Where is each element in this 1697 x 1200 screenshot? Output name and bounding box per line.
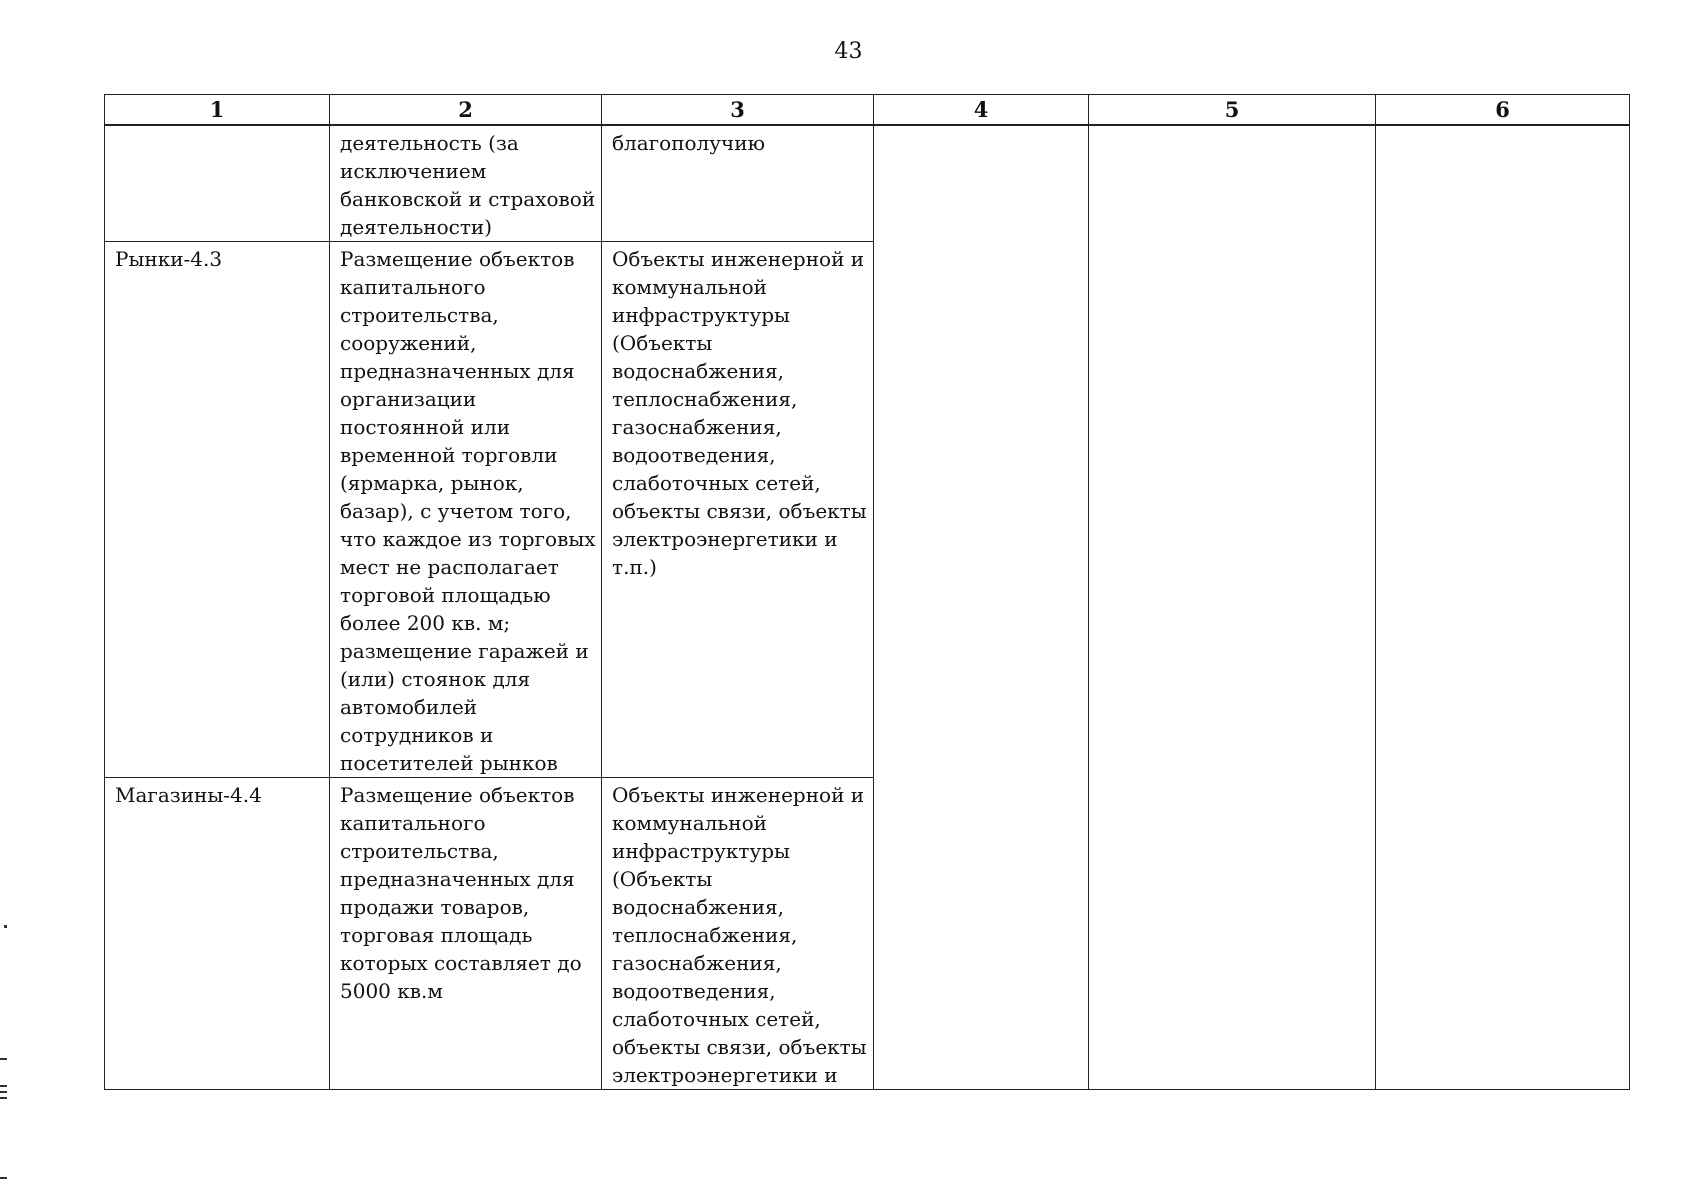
use-type-text: Рынки-4.3 [115,247,223,271]
column-header-6: 6 [1376,95,1630,126]
table-row [105,125,1630,242]
auxiliary-objects-text: Объекты инженерной и коммунальной инфраструктуры (Объекты водоснабжения, теплоснабжения, газоснабжения, водоотведения, слаботочных сетей, объекты связи, объекты электроэнергетики и т.п.) [612,247,867,579]
auxiliary-objects-text: Объекты инженерной и коммунальной инфраструктуры (Объекты водоснабжения, теплоснабжения, газоснабжения, водоотведения, слаботочных сетей, объекты связи, объекты электроэнергетики и [612,783,867,1087]
scan-artifact-mark [0,1091,7,1093]
col6-text [1376,126,1629,129]
column-header-4: 4 [874,95,1089,126]
page-number: 43 [834,39,863,64]
table-cell-col4 [874,125,1089,1090]
scan-artifact-mark [4,925,7,928]
table-cell-use-type [105,242,330,778]
column-header-5: 5 [1089,95,1376,126]
scan-artifact-mark [0,1058,7,1060]
column-header-3: 3 [602,95,874,126]
scan-artifact-mark [0,1177,7,1179]
use-type-text [105,126,329,129]
auxiliary-objects-text: благополучию [612,131,765,155]
table-cell-auxiliary-objects [602,778,874,1090]
table-cell-description [330,125,602,242]
table-cell-description [330,242,602,778]
table-cell-description [330,778,602,1090]
use-type-text: Магазины-4.4 [115,783,262,807]
land-use-table [104,94,1630,1090]
table-header-row [105,95,1630,126]
table-cell-auxiliary-objects [602,125,874,242]
table-cell-use-type [105,778,330,1090]
description-text: деятельность (за исключением банковской и страховой деятельности) [340,131,596,239]
scan-artifact-mark [0,1085,7,1087]
description-text: Размещение объектов капитального строительства, предназначенных для продажи товаров, торговая площадь которых составляет до 5000 кв.м [340,783,582,1003]
col4-text [874,126,1088,129]
description-text: Размещение объектов капитального строительства, сооружений, предназначенных для организации постоянной или временной торговли (ярмарка, рынок, базар), с учетом того, что каждое из торговых мест не располагает торговой площадью более 200 кв. м; размещение гаражей и (или) стоянок для автомобилей сотрудников и посетителей рынков [340,247,596,775]
col5-text [1089,126,1375,129]
table-cell-auxiliary-objects [602,242,874,778]
table-cell-col5 [1089,125,1376,1090]
column-header-2: 2 [330,95,602,126]
table-cell-use-type [105,125,330,242]
scan-artifact-mark [0,1097,7,1099]
column-header-1: 1 [105,95,330,126]
table-cell-col6 [1376,125,1630,1090]
